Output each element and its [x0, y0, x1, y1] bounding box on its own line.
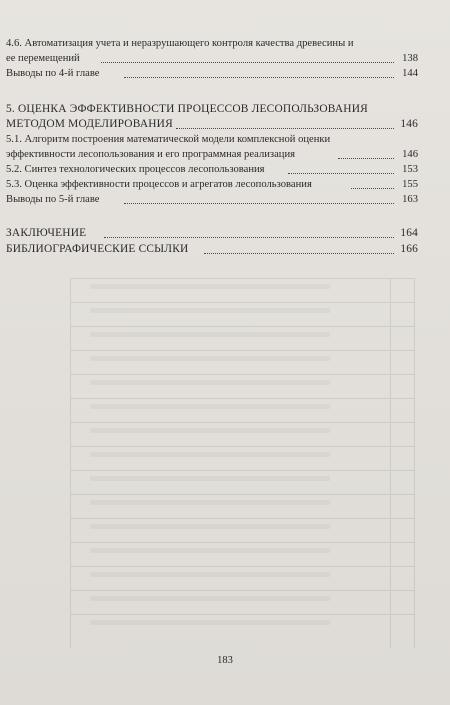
- leader-dots: [104, 226, 394, 238]
- bleed-through-table: [300, 278, 415, 648]
- toc-entry-text: 5. ОЦЕНКА ЭФФЕКТИВНОСТИ ПРОЦЕССОВ ЛЕСОПОЛЬЗОВАНИЯ: [6, 103, 368, 115]
- leader-dots: [176, 117, 394, 129]
- toc-page-number: 164: [400, 227, 418, 239]
- toc-entry-conclusion[interactable]: [6, 226, 418, 241]
- toc-page-number: 144: [402, 68, 418, 79]
- toc-entry-text: Выводы по 5-й главе: [6, 194, 100, 205]
- toc-entry-conclusions-4[interactable]: [6, 66, 418, 81]
- toc-page-number: 163: [402, 194, 418, 205]
- toc-entry-bibliography[interactable]: [6, 242, 418, 257]
- toc-page-number: 146: [400, 118, 418, 130]
- toc-page-number: 138: [402, 53, 418, 64]
- toc-entry-text: Выводы по 4-й главе: [6, 68, 100, 79]
- leader-dots: [101, 51, 394, 63]
- toc-entry-text: 5.3. Оценка эффективности процессов и агрегатов лесопользования: [6, 179, 312, 190]
- leader-dots: [124, 66, 394, 78]
- toc-entry-5-3[interactable]: [6, 177, 418, 192]
- toc-entry-5-2[interactable]: [6, 162, 418, 177]
- toc-entry-text: 5.2. Синтез технологических процессов лесопользования: [6, 164, 265, 175]
- leader-dots: [351, 177, 394, 189]
- toc-page-number: 153: [402, 164, 418, 175]
- toc-page-number: 166: [400, 243, 418, 255]
- leader-dots: [338, 147, 394, 159]
- page-number: 183: [217, 655, 233, 666]
- leader-dots: [288, 162, 394, 174]
- toc-entry-text: 5.1. Алгоритм построения математической модели комплексной оценки: [6, 134, 331, 145]
- toc-entry-conclusions-5[interactable]: [6, 192, 418, 207]
- toc-entry-text: эффективности лесопользования и его программная реализация: [6, 149, 296, 160]
- leader-dots: [204, 242, 394, 254]
- toc-entry-text: МЕТОДОМ МОДЕЛИРОВАНИЯ: [6, 118, 173, 130]
- toc-entry-5-1[interactable]: [6, 132, 418, 162]
- toc-entry-4-6[interactable]: [6, 36, 418, 66]
- toc-page-number: 155: [402, 179, 418, 190]
- leader-dots: [124, 192, 394, 204]
- toc-entry-text: 4.6. Автоматизация учета и неразрушающего контроля качества древесины и: [6, 38, 354, 49]
- toc-entry-text: ЗАКЛЮЧЕНИЕ: [6, 227, 87, 239]
- toc-entry-text: ее перемещений: [6, 53, 80, 64]
- toc-entry-chapter-5[interactable]: [6, 102, 418, 132]
- toc-entry-text: БИБЛИОГРАФИЧЕСКИЕ ССЫЛКИ: [6, 243, 189, 255]
- toc-page-number: 146: [402, 149, 418, 160]
